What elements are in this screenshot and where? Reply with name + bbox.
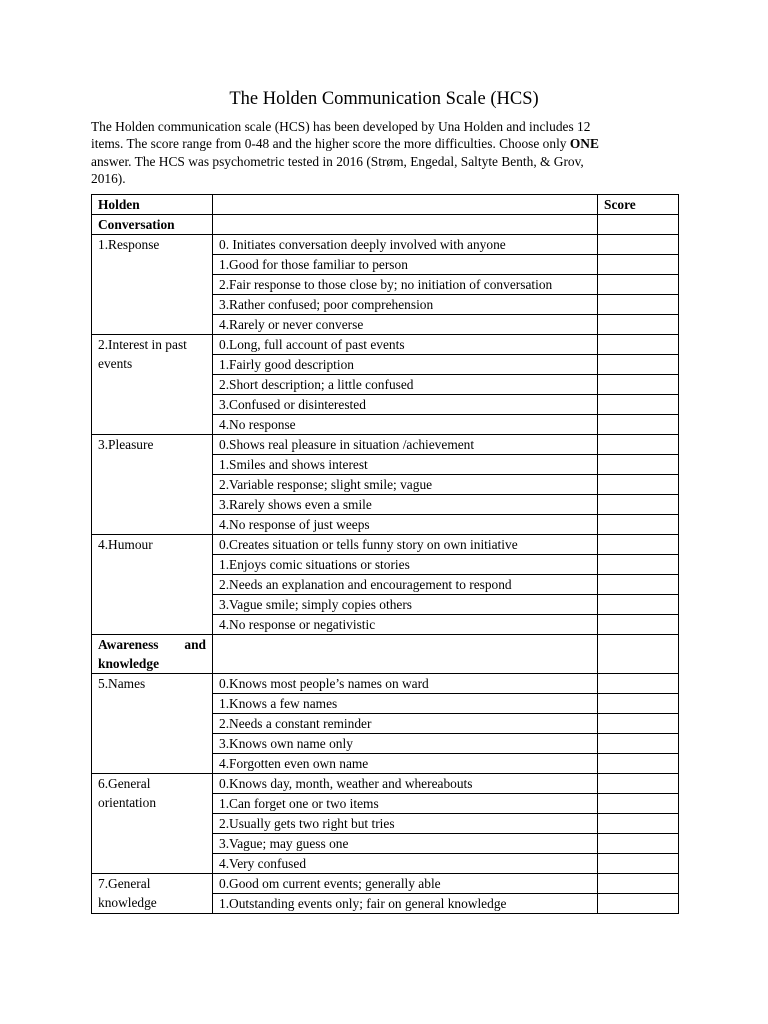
intro-line: The Holden communication scale (HCS) has been developed by Una Holden and includes 12	[91, 119, 591, 134]
score-cell[interactable]	[598, 874, 679, 894]
score-cell[interactable]	[598, 535, 679, 555]
score-cell[interactable]	[598, 215, 679, 235]
section-row	[92, 635, 679, 674]
option-text: 3.Vague smile; simply copies others	[213, 595, 598, 615]
table-header-row	[92, 195, 679, 215]
score-cell[interactable]	[598, 415, 679, 435]
section-line: Awareness and	[98, 637, 206, 652]
score-cell[interactable]	[598, 335, 679, 355]
option-text: 0. Initiates conversation deeply involved with anyone	[213, 235, 598, 255]
section-blank	[213, 215, 598, 235]
option-text: 3.Vague; may guess one	[213, 834, 598, 854]
option-text: 0.Good om current events; generally able	[213, 874, 598, 894]
section-conversation: Conversation	[92, 215, 213, 235]
score-cell[interactable]	[598, 854, 679, 874]
intro-line	[91, 135, 677, 152]
score-cell[interactable]	[598, 774, 679, 794]
option-row	[92, 435, 679, 455]
option-text: 2.Variable response; slight smile; vague	[213, 475, 598, 495]
score-cell[interactable]	[598, 375, 679, 395]
option-text: 1.Enjoys comic situations or stories	[213, 555, 598, 575]
score-cell[interactable]	[598, 355, 679, 375]
score-cell[interactable]	[598, 615, 679, 635]
option-text: 3.Confused or disinterested	[213, 395, 598, 415]
option-text: 0.Long, full account of past events	[213, 335, 598, 355]
option-text: 4.Rarely or never converse	[213, 315, 598, 335]
score-cell[interactable]	[598, 275, 679, 295]
option-text: 3.Rather confused; poor comprehension	[213, 295, 598, 315]
item-name: 2.Interest in past events	[92, 335, 213, 435]
option-text: 1.Fairly good description	[213, 355, 598, 375]
intro-text: items. The score range from 0-48 and the higher score the more difficulties. Choose only	[91, 136, 567, 152]
option-text: 1.Can forget one or two items	[213, 794, 598, 814]
option-text: 4.No response or negativistic	[213, 615, 598, 635]
score-cell[interactable]	[598, 794, 679, 814]
intro-paragraph	[91, 118, 677, 188]
hcs-table	[91, 194, 679, 914]
section-blank	[213, 635, 598, 674]
option-text: 2.Usually gets two right but tries	[213, 814, 598, 834]
score-cell[interactable]	[598, 395, 679, 415]
score-cell[interactable]	[598, 734, 679, 754]
item-name: 5.Names	[92, 674, 213, 774]
score-cell[interactable]	[598, 495, 679, 515]
score-cell[interactable]	[598, 255, 679, 275]
item-name: 3.Pleasure	[92, 435, 213, 535]
score-cell[interactable]	[598, 894, 679, 914]
option-row	[92, 874, 679, 894]
option-row	[92, 235, 679, 255]
section-awareness	[92, 635, 213, 674]
option-text: 4.Very confused	[213, 854, 598, 874]
score-cell[interactable]	[598, 515, 679, 535]
option-text: 3.Rarely shows even a smile	[213, 495, 598, 515]
intro-line: answer. The HCS was psychometric tested in 2016 (Strøm, Engedal, Saltyte Benth, & Grov,	[91, 153, 584, 169]
option-row	[92, 674, 679, 694]
option-text: 0.Shows real pleasure in situation /achievement	[213, 435, 598, 455]
score-cell[interactable]	[598, 674, 679, 694]
option-text: 2.Short description; a little confused	[213, 375, 598, 395]
section-line: knowledge	[98, 656, 160, 671]
score-cell[interactable]	[598, 455, 679, 475]
score-cell[interactable]	[598, 595, 679, 615]
option-text: 2.Needs an explanation and encouragement to respond	[213, 575, 598, 595]
section-row	[92, 215, 679, 235]
intro-line: 2016).	[91, 171, 126, 187]
option-row	[92, 535, 679, 555]
item-name: 4.Humour	[92, 535, 213, 635]
item-name: 6.General orientation	[92, 774, 213, 874]
option-text: 3.Knows own name only	[213, 734, 598, 754]
option-text: 0.Creates situation or tells funny story on own initiative	[213, 535, 598, 555]
page-title: The Holden Communication Scale (HCS)	[229, 89, 539, 109]
option-text: 4.No response	[213, 415, 598, 435]
option-text: 4.No response of just weeps	[213, 515, 598, 535]
option-text: 1.Smiles and shows interest	[213, 455, 598, 475]
item-name: 1.Response	[92, 235, 213, 335]
header-score: Score	[598, 195, 679, 215]
intro-emphasis: ONE	[569, 136, 599, 152]
option-text: 2.Fair response to those close by; no initiation of conversation	[213, 275, 598, 295]
score-cell[interactable]	[598, 435, 679, 455]
score-cell[interactable]	[598, 714, 679, 734]
score-cell[interactable]	[598, 315, 679, 335]
option-text: 4.Forgotten even own name	[213, 754, 598, 774]
option-text: 0.Knows most people’s names on ward	[213, 674, 598, 694]
option-text: 1.Good for those familiar to person	[213, 255, 598, 275]
score-cell[interactable]	[598, 814, 679, 834]
score-cell[interactable]	[598, 555, 679, 575]
score-cell[interactable]	[598, 834, 679, 854]
header-item: Holden	[92, 195, 213, 215]
option-text: 0.Knows day, month, weather and whereabouts	[213, 774, 598, 794]
option-row	[92, 335, 679, 355]
score-cell[interactable]	[598, 475, 679, 495]
option-row	[92, 774, 679, 794]
option-text: 1.Outstanding events only; fair on general knowledge	[213, 894, 598, 914]
option-text: 2.Needs a constant reminder	[213, 714, 598, 734]
score-cell[interactable]	[598, 575, 679, 595]
score-cell[interactable]	[598, 694, 679, 714]
score-cell[interactable]	[598, 635, 679, 674]
score-cell[interactable]	[598, 295, 679, 315]
item-name: 7.General knowledge	[92, 874, 213, 914]
option-text: 1.Knows a few names	[213, 694, 598, 714]
header-description	[213, 195, 598, 215]
score-cell[interactable]	[598, 754, 679, 774]
score-cell[interactable]	[598, 235, 679, 255]
